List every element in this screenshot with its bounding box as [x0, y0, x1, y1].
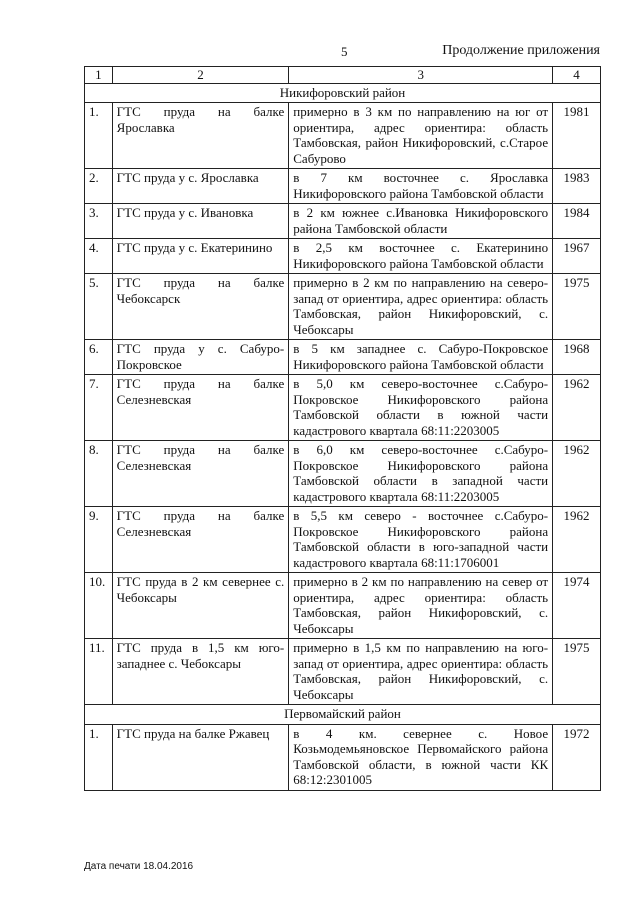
object-location: примерно в 1,5 км по направлению на юго-запад от ориентира, адрес ориентира: область Тамбовская, район Никифоровский, с. Чебоксары [289, 639, 553, 705]
object-location: примерно в 2 км по направлению на север от ориентира, адрес ориентира: область Тамбовская, район Никифоровский, с. Чебоксары [289, 573, 553, 639]
row-number: 7. [85, 375, 113, 441]
object-location: в 5,5 км северо - восточнее с.Сабуро-Покровское Никифоровского района Тамбовской области в юго-западной части кадастрового квартала 68:11:1706001 [289, 507, 553, 573]
column-header-1: 1 [85, 67, 113, 84]
object-location: в 4 км. севернее с. Новое Козьмодемьяновское Первомайского района Тамбовской области, в южной части КК 68:12:2301005 [289, 724, 553, 790]
object-name: ГТС пруда на балке Ярославка [112, 103, 289, 169]
row-number: 6. [85, 340, 113, 375]
object-location: в 6,0 км северо-восточнее с.Сабуро-Покровское Никифоровского района Тамбовской области в западной части кадастрового квартала 68:11:2203005 [289, 441, 553, 507]
section-title: Первомайский район [85, 705, 601, 725]
table-row [85, 573, 601, 639]
row-number: 11. [85, 639, 113, 705]
object-year: 1975 [553, 274, 601, 340]
table-row [85, 103, 601, 169]
table-row [85, 375, 601, 441]
object-name: ГТС пруда на балке Чебоксарск [112, 274, 289, 340]
object-name: ГТС пруда у с. Ярославка [112, 169, 289, 204]
row-number: 1. [85, 724, 113, 790]
row-number: 3. [85, 204, 113, 239]
object-year: 1981 [553, 103, 601, 169]
row-number: 10. [85, 573, 113, 639]
object-year: 1968 [553, 340, 601, 375]
row-number: 9. [85, 507, 113, 573]
object-name: ГТС пруда в 1,5 км юго-западнее с. Чебоксары [112, 639, 289, 705]
section-title: Никифоровский район [85, 83, 601, 103]
column-header-row [85, 67, 601, 84]
object-location: примерно в 3 км по направлению на юг от ориентира, адрес ориентира: область Тамбовская, район Никифоровский, с.Старое Сабурово [289, 103, 553, 169]
row-number: 5. [85, 274, 113, 340]
section-row [85, 705, 601, 725]
object-year: 1967 [553, 239, 601, 274]
table-row [85, 441, 601, 507]
object-year: 1984 [553, 204, 601, 239]
row-number: 8. [85, 441, 113, 507]
column-header-2: 2 [112, 67, 289, 84]
object-name: ГТС пруда на балке Селезневская [112, 507, 289, 573]
object-location: в 7 км восточнее с. Ярославка Никифоровского района Тамбовской области [289, 169, 553, 204]
table-row [85, 639, 601, 705]
row-number: 4. [85, 239, 113, 274]
row-number: 1. [85, 103, 113, 169]
column-header-3: 3 [289, 67, 553, 84]
object-location: в 2 км южнее с.Ивановка Никифоровского района Тамбовской области [289, 204, 553, 239]
page-number: 5 [341, 44, 348, 59]
object-year: 1975 [553, 639, 601, 705]
object-year: 1962 [553, 375, 601, 441]
object-location: в 2,5 км восточнее с. Екатеринино Никифоровского района Тамбовской области [289, 239, 553, 274]
object-name: ГТС пруда на балке Ржавец [112, 724, 289, 790]
table-row [85, 340, 601, 375]
row-number: 2. [85, 169, 113, 204]
table-row [85, 507, 601, 573]
table-row [85, 724, 601, 790]
object-name: ГТС пруда на балке Селезневская [112, 441, 289, 507]
table-row [85, 274, 601, 340]
table-row [85, 169, 601, 204]
table-row [85, 204, 601, 239]
section-row [85, 83, 601, 103]
print-date: Дата печати 18.04.2016 [84, 861, 194, 872]
column-header-4: 4 [553, 67, 601, 84]
object-year: 1962 [553, 507, 601, 573]
object-name: ГТС пруда у с. Сабуро-Покровское [112, 340, 289, 375]
reservoir-table [84, 66, 601, 791]
object-name: ГТС пруда на балке Селезневская [112, 375, 289, 441]
object-year: 1972 [553, 724, 601, 790]
continuation-label: Продолжение приложения [442, 43, 600, 58]
object-name: ГТС пруда в 2 км севернее с. Чебоксары [112, 573, 289, 639]
object-name: ГТС пруда у с. Екатеринино [112, 239, 289, 274]
object-location: в 5 км западнее с. Сабуро-Покровское Никифоровского района Тамбовской области [289, 340, 553, 375]
object-year: 1983 [553, 169, 601, 204]
object-year: 1962 [553, 441, 601, 507]
object-location: в 5,0 км северо-восточнее с.Сабуро-Покровское Никифоровского района Тамбовской области в южной части кадастрового квартала 68:11:2203005 [289, 375, 553, 441]
object-name: ГТС пруда у с. Ивановка [112, 204, 289, 239]
object-year: 1974 [553, 573, 601, 639]
table-row [85, 239, 601, 274]
object-location: примерно в 2 км по направлению на северо-запад от ориентира, адрес ориентира: область Тамбовская, район Никифоровский, с. Чебоксары [289, 274, 553, 340]
